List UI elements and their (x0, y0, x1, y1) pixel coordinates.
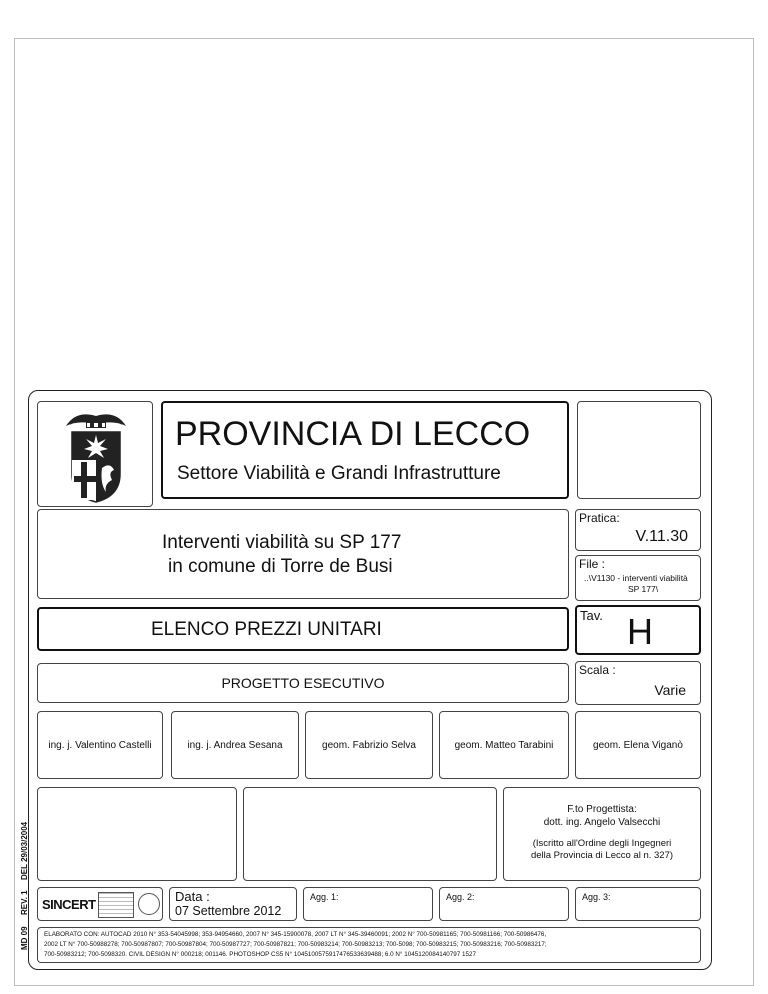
agg-2-label: Agg. 2: (446, 892, 475, 902)
province-crest-icon (56, 404, 136, 504)
pratica-box (575, 509, 701, 551)
pratica-label: Pratica: (579, 511, 620, 525)
engineer-name-5: geom. Elena Viganò (593, 739, 683, 751)
signature-line-4: della Provincia di Lecco al n. 327) (530, 850, 674, 861)
file-box (575, 555, 701, 601)
scala-box (575, 661, 701, 705)
signature-line-3: (Iscritto all'Ordine degli Ingegneri (532, 838, 672, 849)
side-text-md: MD 09 (20, 926, 29, 950)
agg-3-label: Agg. 3: (582, 892, 611, 902)
engineer-box-1 (37, 711, 163, 779)
header-subtitle: Settore Viabilità e Grandi Infrastrutture (177, 463, 501, 484)
document-title: ELENCO PREZZI UNITARI (151, 619, 382, 640)
certification-box (37, 887, 163, 921)
engineer-box-4 (439, 711, 569, 779)
agg-2-box (439, 887, 569, 921)
file-label: File : (579, 557, 606, 571)
scala-label: Scala : (579, 663, 616, 677)
side-text-rev: REV. 1 (20, 890, 29, 915)
engineer-box-5 (575, 711, 701, 779)
engineer-name-2: ing. j. Andrea Sesana (187, 739, 283, 751)
side-text-del: DEL 29/03/2004 (20, 821, 29, 880)
scala-value: Varie (654, 682, 686, 698)
software-footer (37, 927, 701, 963)
signature-line-2: dott. ing. Angelo Valsecchi (543, 817, 661, 828)
file-path-line-1: ..\V1130 - interventi viabilità (584, 573, 688, 583)
footer-line-3: 700-50983212; 700-5098320. CIVIL DESIGN N° 000218; 001146. PHOTOSHOP CS5 N° 1045100575917476533639488; 6.0 N° 1045120084140797 1527 (44, 951, 476, 958)
tav-value: H (627, 611, 653, 652)
file-path-line-2: SP 177\ (628, 584, 659, 594)
engineer-box-2 (171, 711, 299, 779)
sincert-logo: SINCERT (42, 897, 96, 912)
date-box (169, 887, 297, 921)
logo-box (37, 401, 153, 507)
pratica-value: V.11.30 (635, 528, 688, 545)
agg-1-box (303, 887, 433, 921)
date-value: 07 Settembre 2012 (175, 904, 282, 918)
agg-1-label: Agg. 1: (310, 892, 339, 902)
signature-line-1: F.to Progettista: (567, 804, 637, 815)
top-right-box (577, 401, 701, 499)
agg-3-box (575, 887, 701, 921)
header-title: PROVINCIA DI LECCO (175, 415, 531, 453)
title-block (28, 390, 712, 970)
document-title-box (37, 607, 569, 651)
tav-label: Tav. (580, 608, 603, 623)
certification-mark-icon (98, 892, 134, 918)
project-box (37, 509, 569, 599)
engineer-name-4: geom. Matteo Tarabini (454, 739, 554, 751)
engineer-name-1: ing. j. Valentino Castelli (48, 739, 152, 751)
phase-box (37, 663, 569, 703)
quality-seal-icon (138, 893, 160, 915)
tav-box (575, 605, 701, 655)
project-line-1: Interventi viabilità su SP 177 (162, 532, 402, 553)
engineer-box-3 (305, 711, 433, 779)
engineer-name-3: geom. Fabrizio Selva (322, 739, 416, 751)
date-label: Data : (175, 889, 210, 904)
stamp-box-2 (243, 787, 497, 881)
stamp-box-1 (37, 787, 237, 881)
header-box (161, 401, 569, 499)
signature-box (503, 787, 701, 881)
footer-line-2: 2002 LT N° 700-50988278; 700-50987807; 700-50987804; 700-50987727; 700-50987821; 700-50983214; 700-50983213; 700-5098; 700-50983215; 700-50983216; 700-50983217; (44, 941, 547, 948)
phase-label: PROGETTO ESECUTIVO (221, 675, 385, 691)
footer-line-1: ELABORATO CON: AUTOCAD 2010 N° 353-54045998; 353-94954660, 2007 N° 345-15900078, 2007 LT N° 345-39460091; 2002 N° 700-50981165; 700-50981166; 700-50986476, (44, 931, 547, 938)
project-line-2: in comune di Torre de Busi (168, 556, 393, 577)
